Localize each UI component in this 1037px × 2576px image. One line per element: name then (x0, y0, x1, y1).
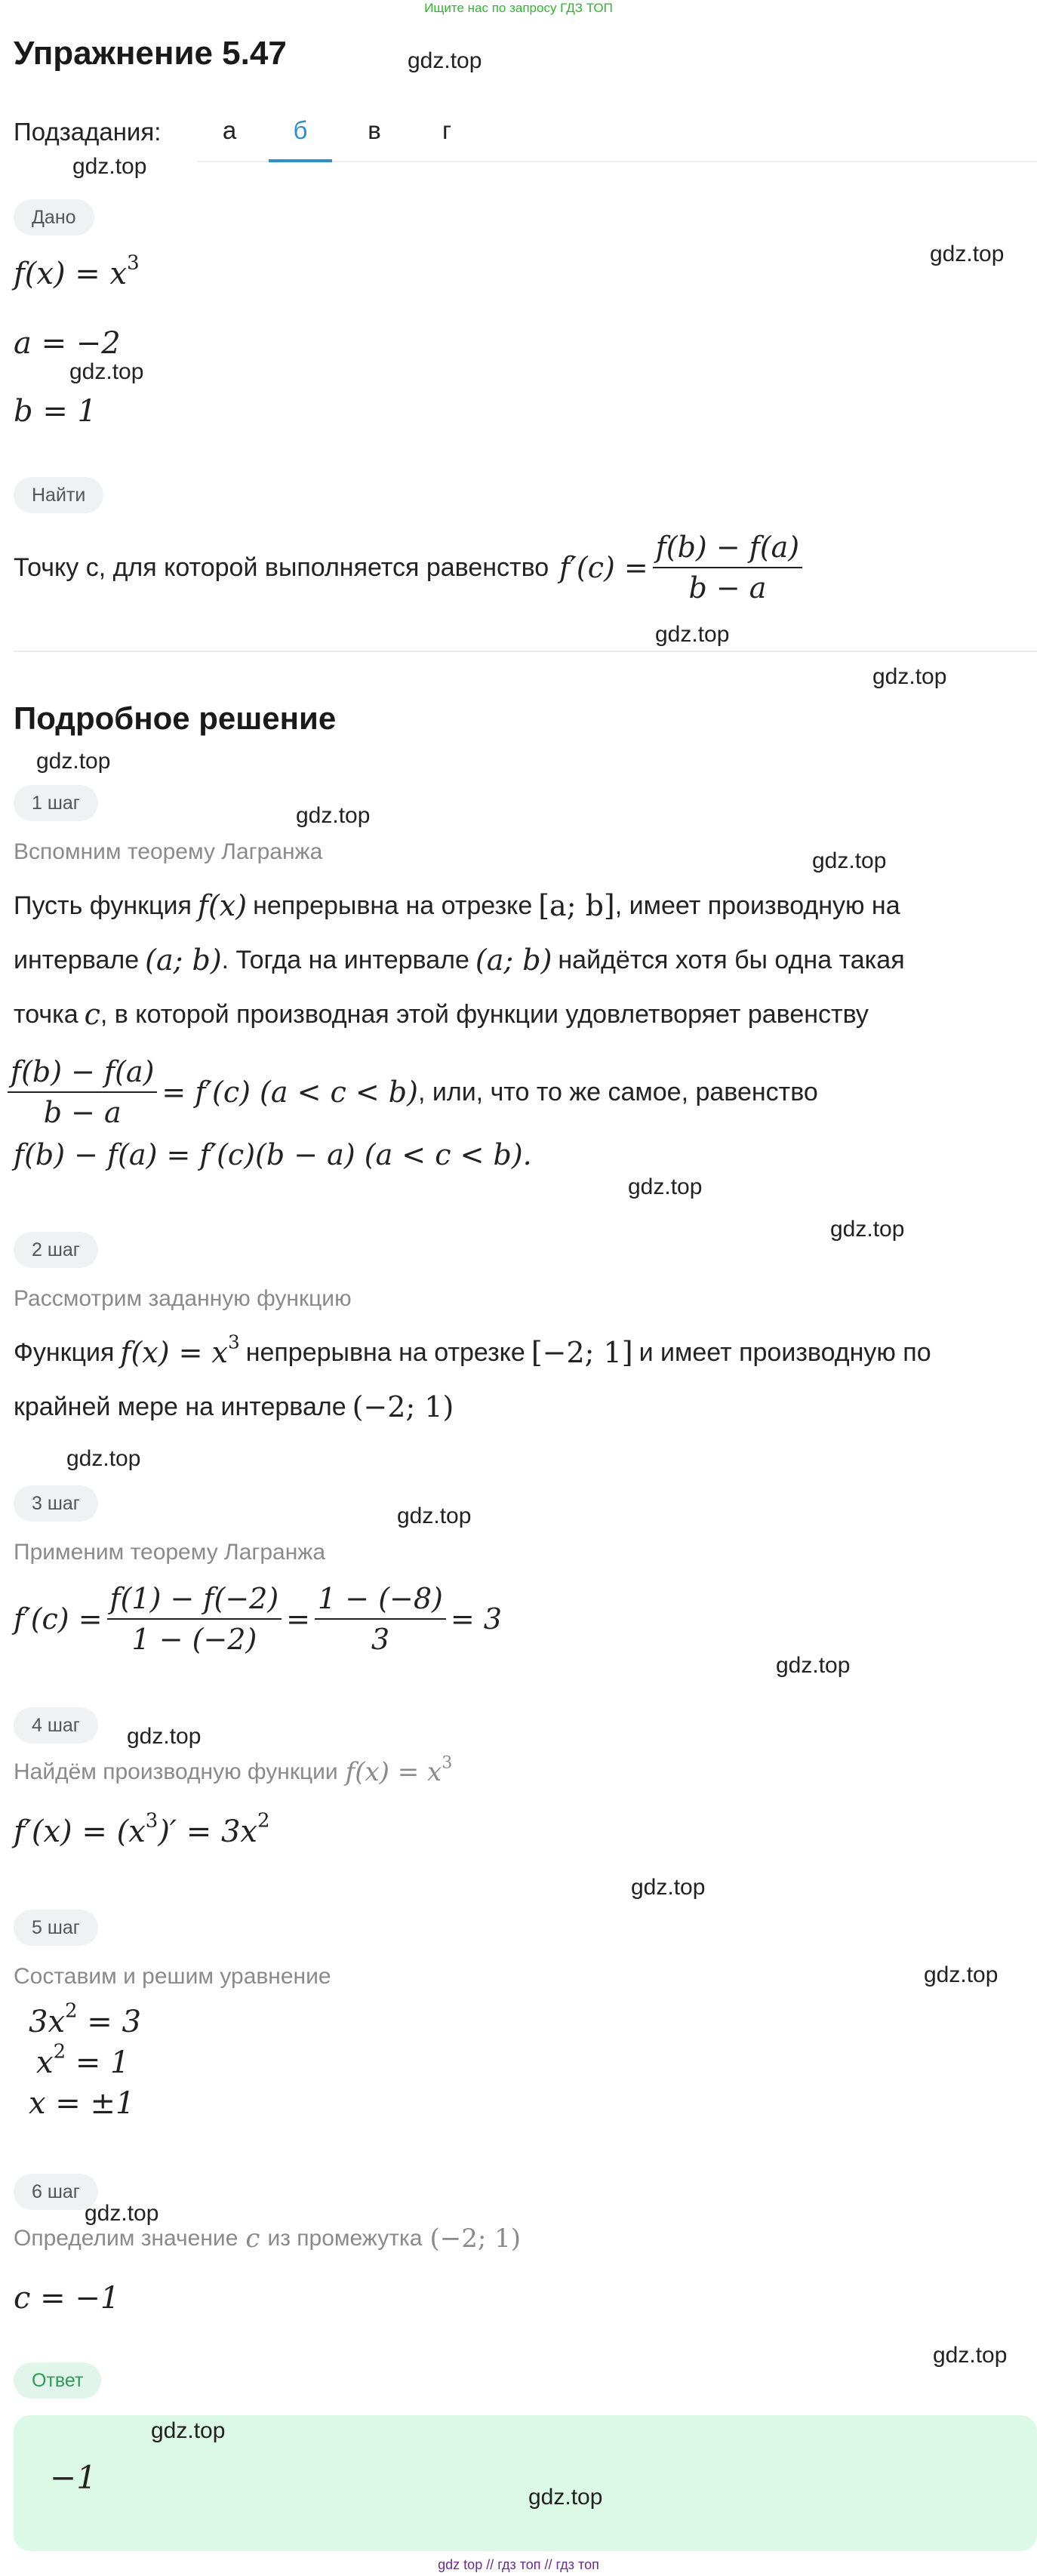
step2-badge: 2 шаг (14, 1232, 98, 1268)
step5-eq3: x = ±1 (29, 2086, 135, 2121)
step4-badge: 4 шаг (14, 1707, 98, 1743)
tab-g[interactable]: г (442, 116, 452, 144)
tab-b[interactable]: б (293, 116, 308, 144)
given-b: b = 1 (14, 394, 97, 429)
watermark: gdz.top (528, 2485, 603, 2510)
find-lhs: f′(c) = (559, 551, 648, 584)
step5-eq2: $x^2 = 1$ (36, 2040, 130, 2080)
step1-line4: $\frac{f(b) - f(a)}{b - a}$ = f′(c) (a < c < b) , или, что то же самое, равенство (8, 1048, 818, 1137)
tab-v[interactable]: в (368, 116, 381, 144)
tab-a[interactable]: а (222, 116, 237, 144)
step2-line1: Функция $f(x) = x^3$ непрерывна на отрезке [−2; 1] и имеет производную по (14, 1331, 931, 1369)
watermark: gdz.top (933, 2343, 1008, 2368)
step6-result: c = −1 (14, 2281, 120, 2316)
page-title: Упражнение 5.47 (14, 35, 287, 72)
watermark: gdz.top (127, 1724, 202, 1749)
active-tab-indicator (269, 159, 332, 162)
watermark: gdz.top (628, 1174, 703, 1199)
step1-badge: 1 шаг (14, 785, 98, 821)
find-badge: Найти (14, 477, 103, 513)
given-a: a = −2 (14, 326, 121, 361)
watermark: gdz.top (776, 1653, 851, 1678)
find-text: Точку c, для которой выполняется равенство (14, 552, 549, 582)
step3-badge: 3 шаг (14, 1485, 98, 1522)
watermark: gdz.top (36, 749, 111, 774)
watermark: gdz.top (631, 1875, 706, 1900)
step3-formula: f′(c) = $\frac{f(1) - f(-2)}{1 - (-2)}$ = $\frac{1 - (-8)}{3}$ = 3 (14, 1582, 502, 1656)
answer-badge: Ответ (14, 2362, 101, 2399)
step1-caption: Вспомним теорему Лагранжа (14, 839, 323, 864)
given-fx: $f(x) = x^3$ (14, 251, 140, 291)
watermark: gdz.top (85, 2201, 159, 2226)
step5-caption: Составим и решим уравнение (14, 1964, 331, 1989)
watermark: gdz.top (930, 242, 1005, 266)
step4-formula: $f'(x) = (x^3)' = 3x^2$ (14, 1809, 270, 1849)
step6-badge: 6 шаг (14, 2174, 98, 2210)
subtasks-label: Подзадания: (14, 118, 162, 146)
watermark: gdz.top (151, 2418, 226, 2443)
step1-line5: f(b) − f(a) = f′(c)(b − a) (a < c < b). (14, 1138, 532, 1171)
step5-eq1: $3x^2 = 3$ (29, 1999, 141, 2039)
find-fraction: $\frac{f(b) - f(a)}{b - a}$ (653, 531, 802, 605)
watermark: gdz.top (397, 1503, 472, 1528)
lagrange-fraction: $\frac{f(b) - f(a)}{b - a}$ (8, 1055, 157, 1129)
section-divider (14, 651, 1037, 652)
top-banner: Ищите нас по запросу ГДЗ ТОП (424, 1, 613, 15)
watermark: gdz.top (296, 803, 371, 828)
watermark: gdz.top (830, 1217, 905, 1242)
solution-title: Подробное решение (14, 700, 337, 736)
watermark: gdz.top (69, 359, 144, 384)
watermark: gdz.top (924, 1962, 999, 1987)
step3-caption: Применим теорему Лагранжа (14, 1540, 326, 1565)
watermark: gdz.top (72, 154, 147, 179)
watermark: gdz.top (655, 622, 730, 647)
step1-line3: точка c , в которой производная этой функции удовлетворяет равенству (14, 998, 869, 1031)
step2-line2: крайней мере на интервале (−2; 1) (14, 1390, 454, 1423)
given-badge: Дано (14, 199, 94, 235)
watermark: gdz.top (66, 1446, 141, 1471)
watermark: gdz.top (872, 664, 947, 689)
step6-caption: Определим значение c из промежутка (−2; 1) (14, 2224, 522, 2254)
watermark: gdz.top (408, 48, 482, 73)
step1-line1: Пусть функция f(x) непрерывна на отрезке [a; b] , имеет производную на (14, 889, 900, 922)
step5-badge: 5 шаг (14, 1910, 98, 1946)
footer-links[interactable]: gdz top // гдз топ // гдз топ (438, 2557, 599, 2572)
find-statement (14, 524, 807, 611)
step4-caption: Найдём производную функции $f(x) = x^3$ (14, 1753, 453, 1787)
answer-value: −1 (50, 2459, 97, 2496)
step1-line2: интервале (a; b) . Тогда на интервале (a; b) найдётся хотя бы одна такая (14, 943, 905, 977)
watermark: gdz.top (812, 848, 887, 873)
step2-caption: Рассмотрим заданную функцию (14, 1286, 352, 1311)
